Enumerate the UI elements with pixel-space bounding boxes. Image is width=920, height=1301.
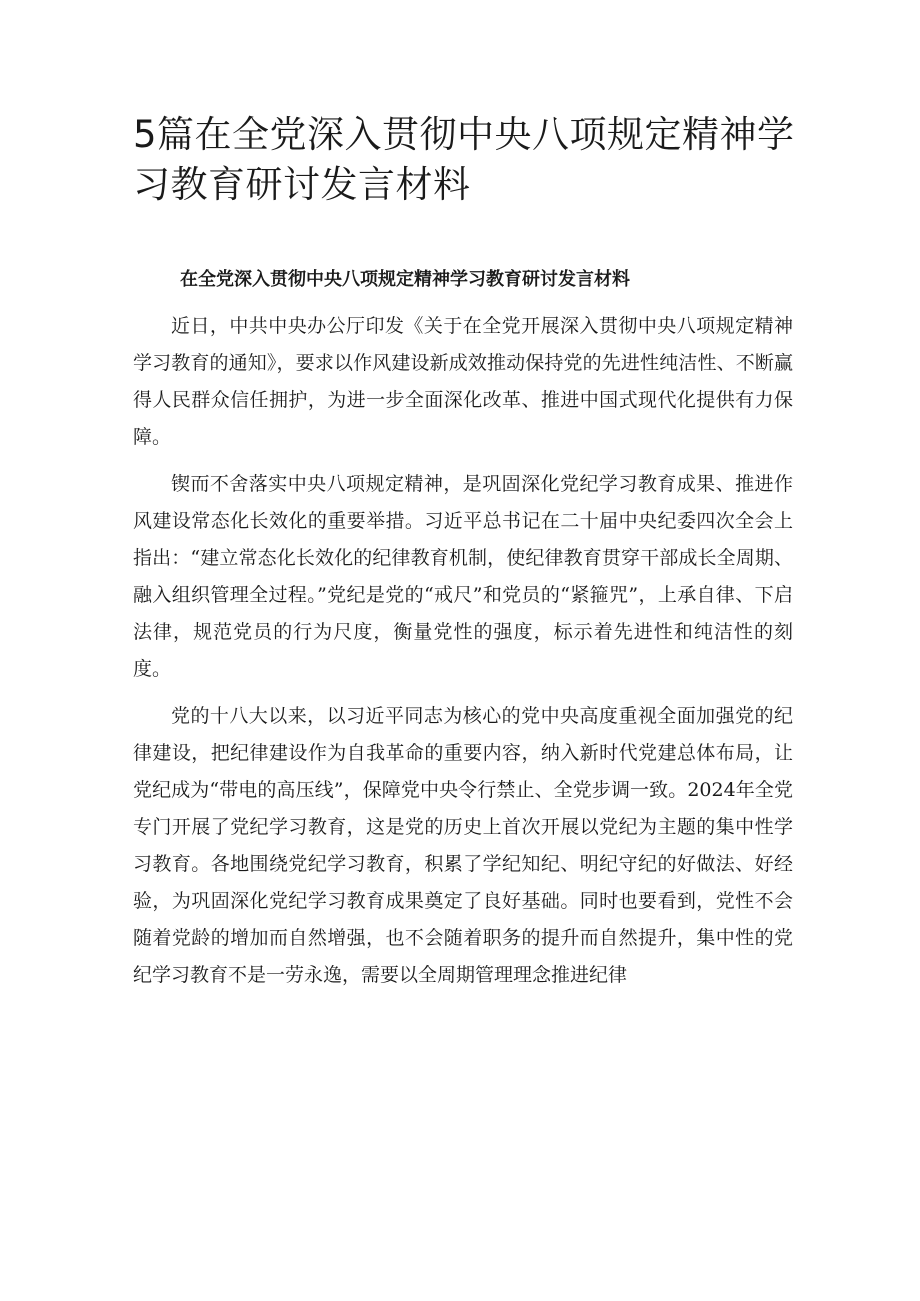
section-subtitle: 在全党深入贯彻中央八项规定精神学习教育研讨发言材料 bbox=[180, 269, 630, 290]
document-title: 5篇在全党深入贯彻中央八项规定精神学习教育研讨发言材料 bbox=[133, 113, 795, 206]
paragraph: 锲而不舍落实中央八项规定精神，是巩固深化党纪学习教育成果、推进作风建设常态化长效化的重要举措。习近平总书记在二十届中央纪委四次全会上指出：“建立常态化长效化的纪律教育机制，使纪律教育贯穿干部成长全周期、融入组织管理全过程。”党纪是党的“戒尺”和党员的“紧箍咒”，上承自律、下启法律，规范党员的行为尺度，衡量党性的强度，标示着先进性和纯洁性的刻度。 bbox=[133, 473, 793, 680]
paragraph: 党的十八大以来，以习近平同志为核心的党中央高度重视全面加强党的纪律建设，把纪律建设作为自我革命的重要内容，纳入新时代党建总体布局，让党纪成为“带电的高压线”，保障党中央令行禁止、全党步调一致。2024年全党专门开展了党纪学习教育，这是党的历史上首次开展以党纪为主题的集中性学习教育。各地围绕党纪学习教育，积累了学纪知纪、明纪守纪的好做法、好经验，为巩固深化党纪学习教育成果奠定了良好基础。同时也要看到，党性不会随着党龄的增加而自然增强，也不会随着职务的提升而自然提升，集中性的党纪学习教育不是一劳永逸，需要以全周期管理理念推进纪律 bbox=[133, 705, 793, 986]
document-body bbox=[133, 308, 793, 1004]
paragraph: 近日，中共中央办公厅印发《关于在全党开展深入贯彻中央八项规定精神学习教育的通知》，要求以作风建设新成效推动保持党的先进性纯洁性、不断赢得人民群众信任拥护，为进一步全面深化改革、推进中国式现代化提供有力保障。 bbox=[133, 315, 793, 448]
